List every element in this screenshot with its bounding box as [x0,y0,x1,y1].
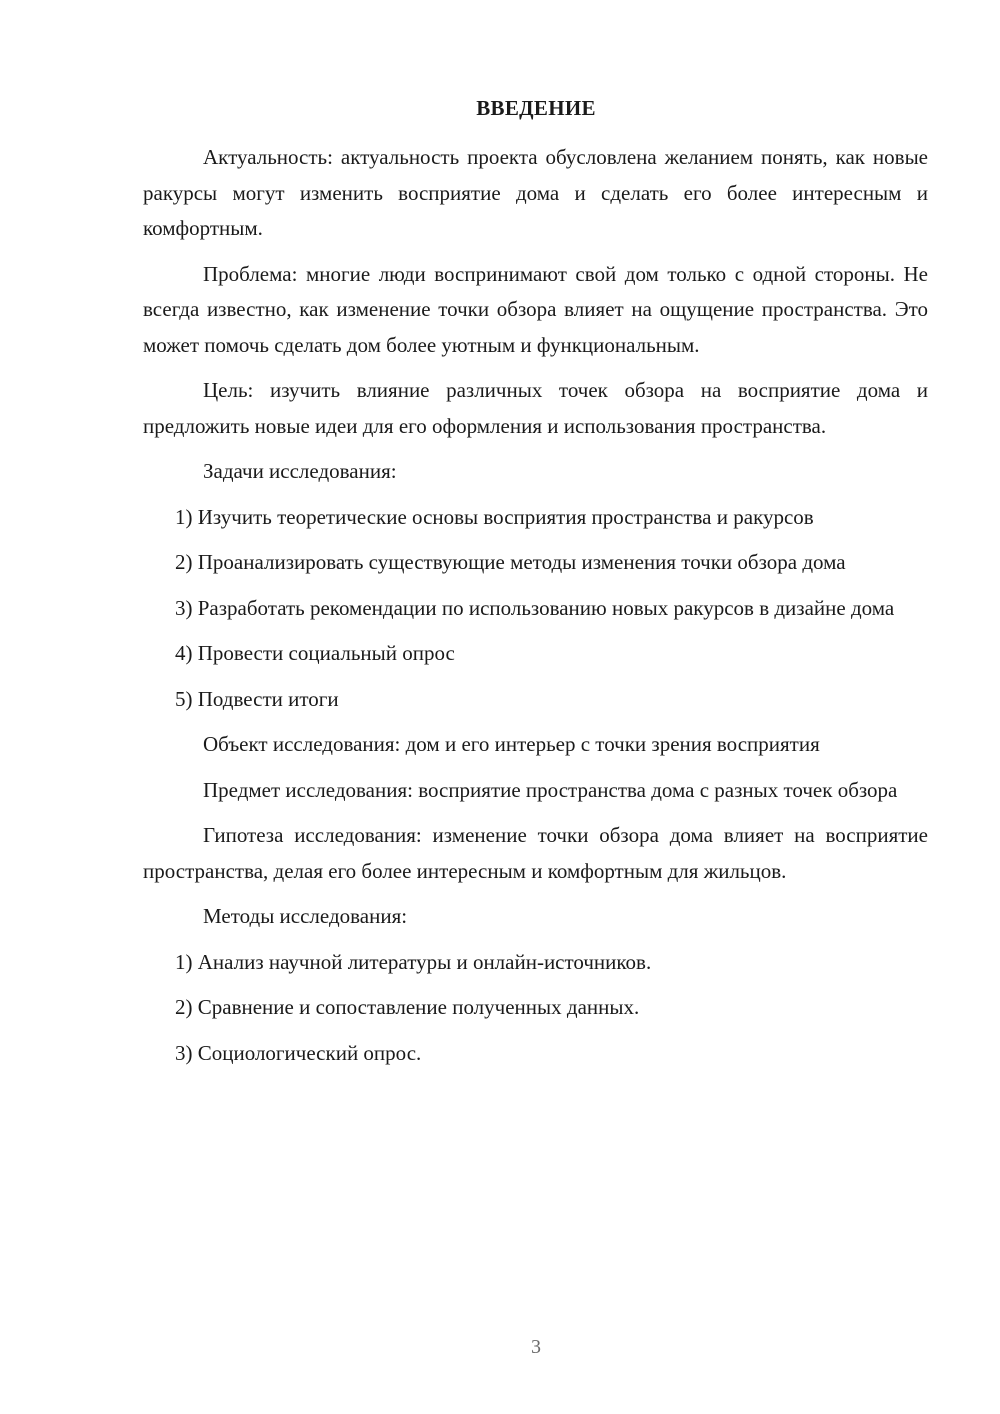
paragraph-object: Объект исследования: дом и его интерьер с точки зрения восприятия [203,732,820,756]
page-number: 3 [531,1336,541,1358]
paragraph-subject: Предмет исследования: восприятие пространства дома с разных точек обзора [203,777,898,802]
task-item-1: 1) Изучить теоретические основы восприятия пространства и ракурсов [175,504,814,529]
method-item-3: 3) Социологический опрос. [175,1040,422,1065]
task-item-3: 3) Разработать рекомендации по использованию новых ракурсов в дизайне дома [175,595,895,620]
paragraph-problem: Проблема: многие люди воспринимают свой дом только с одной стороны. Не всегда известно, как изменение точки обзора влияет на ощущение пространства. Это может помочь сделать дом более уютным и функциональным. [143,261,928,357]
task-item-4: 4) Провести социальный опрос [175,641,455,665]
method-item-1: 1) Анализ научной литературы и онлайн-источников. [175,949,652,974]
task-item-2: 2) Проанализировать существующие методы изменения точки обзора дома [175,550,846,574]
paragraph-relevance: Актуальность: актуальность проекта обусловлена желанием понять, как новые ракурсы могут изменить восприятие дома и сделать его более интересным и комфортным. [143,145,928,240]
paragraph-goal: Цель: изучить влияние различных точек обзора на восприятие дома и предложить новые идеи для его оформления и использования пространства. [143,378,928,438]
method-item-2: 2) Сравнение и сопоставление полученных данных. [175,995,640,1019]
methods-heading: Методы исследования: [203,904,408,928]
tasks-heading: Задачи исследования: [203,459,397,483]
task-item-5: 5) Подвести итоги [175,686,339,711]
document-body [143,140,928,1081]
paragraph-hypothesis: Гипотеза исследования: изменение точки обзора дома влияет на восприятие пространства, делая его более интересным и комфортным для жильцов. [143,823,928,883]
section-title: ВВЕДЕНИЕ [476,96,596,120]
